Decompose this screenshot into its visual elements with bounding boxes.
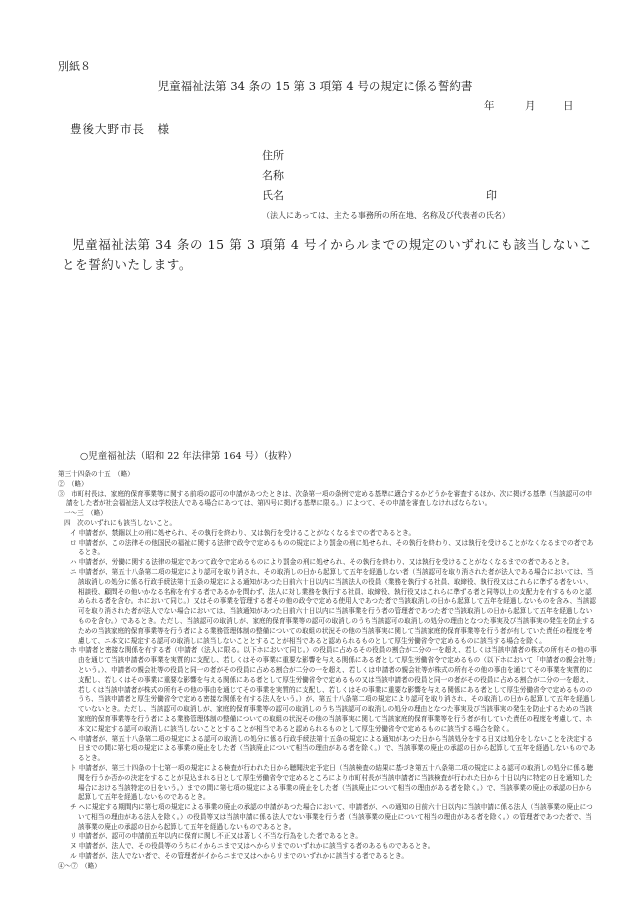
- law-paragraph: イ 申請者が、禁錮以上の刑に処せられ、その執行を終わり、又は執行を受けることがなくなるまでの者であるとき。: [70, 528, 416, 537]
- applicant-note: （法人にあっては、主たる事務所の所在地、名称及び代表者の氏名）: [262, 211, 510, 220]
- law-paragraph: ル 申請者が、法人でない者で、その管理者がイからニまで又はヘからリまでのいずれかに該当する者であるとき。: [70, 852, 408, 861]
- law-paragraph: 一～三 （略）: [64, 509, 107, 518]
- law-paragraph: 第三十四条の十五 （略）: [58, 470, 134, 478]
- law-paragraph: ハ 申請者が、労働に関する法律の規定であつて政令で定めるものにより罰金の刑に処せられ、その執行を終わり、又は執行を受けることがなくなるまでの者であるとき。: [70, 558, 574, 567]
- address-label: 住所: [262, 149, 284, 162]
- law-paragraph: ヘ 申請者が、第五十八条第二項の規定による認可の取消しの処分に係る行政手続法第十五条の規定による通知があつた日から当該処分をする日又は処分をしないことを決定する日までの間に第七項の規定による事業の廃止をした者（当該廃止について相当の理由がある者を除く。）で、当該事業の廃止の承認の日から起算して五年を経過しないものであるとき。: [70, 734, 596, 763]
- law-paragraph: ③ 市町村長は、家庭的保育事業等に関する前項の認可の申請があつたときは、次条第一項の条例で定める基準に適合するかどうかを審査するほか、次に掲げる基準（当該認可の申請をした者が社会福祉法人又は学校法人である場合にあつては、第四号に掲げる基準に限る。）によつて、その申請を審査しなければならない。: [58, 489, 593, 508]
- date-year-label: 年: [484, 100, 495, 112]
- law-excerpt: [58, 470, 598, 872]
- law-paragraph: ④～⑦ （略）: [58, 861, 101, 870]
- date-month-label: 月: [525, 100, 536, 112]
- date-day-label: 日: [563, 100, 574, 112]
- excerpt-heading: ○児童福祉法（昭和 22 年法律第 164 号）（抜粋）: [80, 451, 297, 462]
- seal-label: 印: [486, 189, 497, 202]
- law-paragraph: ② （略）: [58, 479, 88, 488]
- form-label: 別紙８: [58, 60, 91, 73]
- addressee: 豊後大野市長 様: [70, 122, 170, 136]
- law-paragraph: ホ 申請者と密接な関係を有する者（申請者（法人に限る。以下ホにおいて同じ。）の役員に占めるその役員の割合が二分の一を超え、若しくは当該申請者の株式の所有その他の事由を通じて当該申請者の事業を実質的に支配し、若しくはその事業に重要な影響を与える関係にある者として厚生労働省令で定めるもの（以下ホにおいて「申請者の親会社等」という。）、申請者の親会社等の役員と同一の者がその役員に占める割合が二分の一を超え、若しくは申請者の親会社等が株式の所有その他の事由を通じてその事業を実質的に支配し、若しくはその事業に重要な影響を与える関係にある者として厚生労働省令で定めるもの又は当該申請者の役員と同一の者がその役員に占める割合が二分の一を超え、若しくは当該申請者が株式の所有その他の事由を通じてその事業を実質的に支配し、若しくはその事業に重要な影響を与える関係にある者として厚生労働省令で定めるもののうち、当該申請者と厚生労働省令で定める密接な関係を有する法人をいう。）が、第五十八条第二項の規定により認可を取り消され、その取消しの日から起算して五年を経過していないとき。ただし、当該認可の取消しが、家庭的保育事業等の認可の取消しのうち当該認可の取消しの処分の理由となつた事実及び当該事実の発生を防止するための当該家庭的保育事業等を行う者による業務管理体制の整備についての取組の状況その他の当該事実に関して当該家庭的保育事業等を行う者が有していた責任の程度を考慮して、ホ本文に規定する認可の取消しに該当しないこととすることが相当であると認められるものとして厚生労働省令で定めるものに該当する場合を除く。: [70, 646, 597, 733]
- law-paragraph: ヌ 申請者が、法人で、その役員等のうちにイからニまで又はヘからリまでのいずれかに該当する者のあるものであるとき。: [70, 842, 435, 851]
- law-paragraph: リ 申請者が、認可の申請前五年以内に保育に関し不正又は著しく不当な行為をした者であるとき。: [70, 832, 362, 841]
- law-paragraph: チ ヘに規定する期間内に第七項の規定による事業の廃止の承認の申請があつた場合において、申請者が、ヘの通知の日前六十日以内に当該申請に係る法人（当該事業の廃止について相当の理由がある法人を除く。）の役員等又は当該申請に係る法人でない事業を行う者（当該事業の廃止について相当の理由がある者を除く。）の管理者であつた者で、当該事業の廃止の承認の日から起算して五年を経過しないものであるとき。: [70, 803, 593, 831]
- pledge-statement: 児童福祉法第 34 条の 15 第 3 項第 4 号イからルまでの規定のいずれにも該当しないことを誓約いたします。: [62, 237, 593, 272]
- law-paragraph: ロ 申請者が、この法律その他国民の福祉に関する法律で政令で定めるものの規定により罰金の刑に処せられ、その執行を終わり、又は執行を受けることがなくなるまでの者であるとき。: [70, 538, 594, 557]
- law-paragraph: 四 次のいずれにも該当しないこと。: [64, 518, 177, 527]
- document-title: 児童福祉法第 34 条の 15 第 3 項第 4 号の規定に係る誓約書: [157, 79, 473, 93]
- person-label: 氏名: [262, 189, 284, 202]
- law-paragraph: ニ 申請者が、第五十八条第二項の規定により認可を取り消され、その取消しの日から起算して五年を経過しない者（当該認可を取り消された者が法人である場合においては、当該取消しの処分に係る行政手続法第十五条の規定による通知があつた日前六十日以内に当該法人の役員（業務を執行する社員、取締役、執行役又はこれらに準ずる者をいい、相談役、顧問その他いかなる名称を有する者であるかを問わず、法人に対し業務を執行する社員、取締役、執行役又はこれらに準ずる者と同等以上の支配力を有するものと認められる者を含む。ホにおいて同じ。）又はその事業を管理する者その他の政令で定める使用人であつた者で当該取消しの日から起算して五年を経過しないものを含み、当該認可を取り消された者が法人でない場合においては、当該通知があつた日前六十日以内に当該事業を行う者の管理者であつた者で当該取消しの日から起算して五年を経過しないものを含む。）であるとき。ただし、当該認可の取消しが、家庭的保育事業等の認可の取消しのうち当該認可の取消しの処分の理由となつた事実及び当該事実の発生を防止するための当該家庭的保育事業等を行う者による業務管理体制の整備についての取組の状況その他の当該事実に関して当該家庭的保育事業等を行う者が有していた責任の程度を考慮して、ニ本文に規定する認可の取消しに該当しないこととすることが相当であると認められるものとして厚生労働省令で定めるものに該当する場合を除く。: [70, 567, 596, 645]
- name-label: 名称: [262, 169, 284, 182]
- law-paragraph: ト 申請者が、第三十四条の十七第一項の規定による検査が行われた日から聴聞決定予定日（当該検査の結果に基づき第五十八条第二項の規定による認可の取消しの処分に係る聴聞を行うか否かの決定をすることが見込まれる日として厚生労働省令で定めるところにより市町村長が当該申請者に当該検査が行われた日から十日以内に特定の日を通知した場合における当該特定の日をいう。）までの間に第七項の規定による事業の廃止をした者（当該廃止について相当の理由がある者を除く。）で、当該事業の廃止の承認の日から起算して五年を経過しないものであるとき。: [70, 763, 593, 802]
